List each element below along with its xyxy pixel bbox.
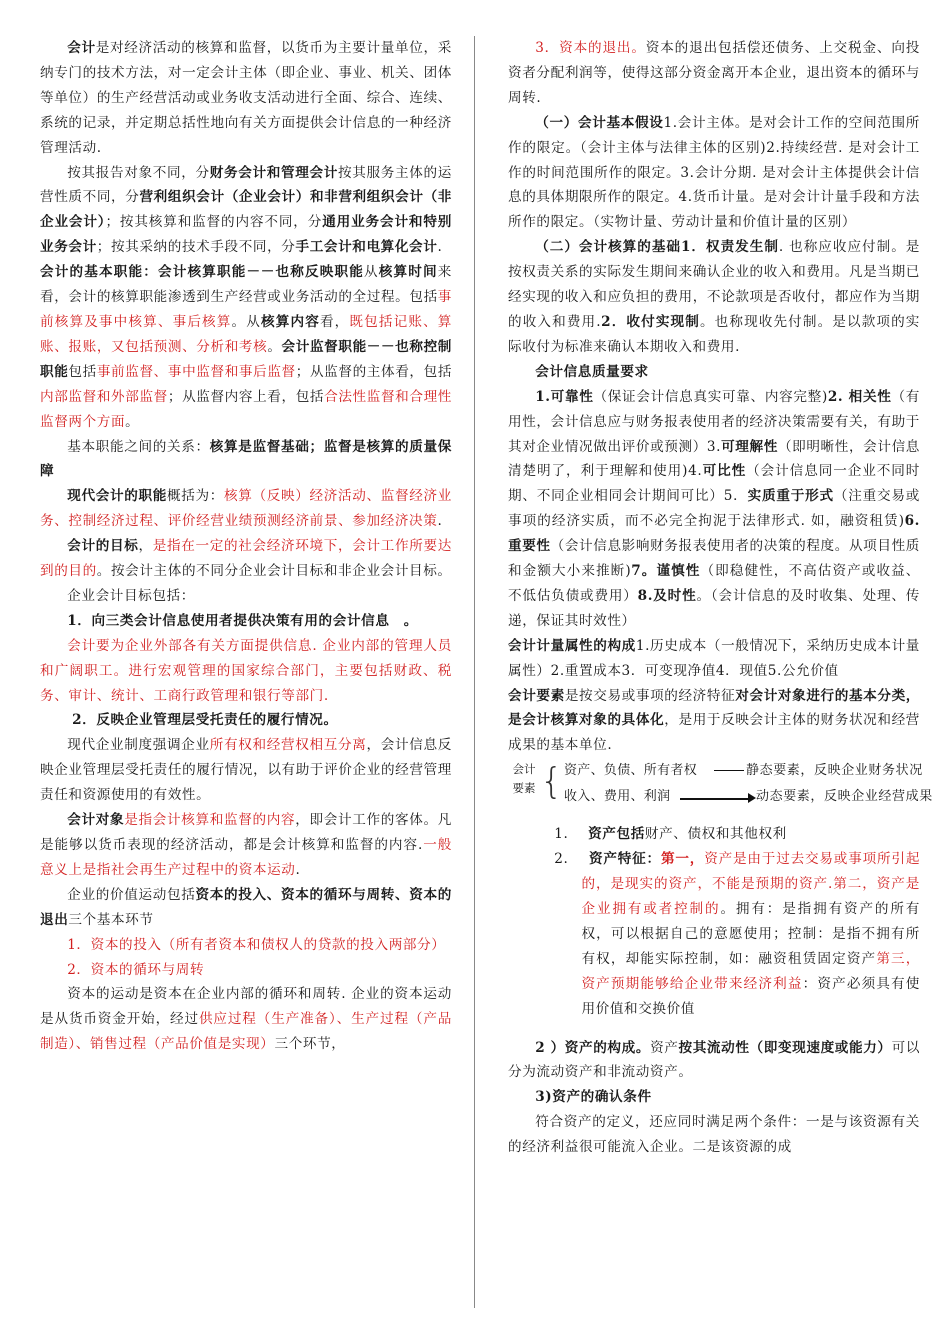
term: 会计对象 xyxy=(67,812,125,829)
paragraph-capital-exit xyxy=(508,36,920,111)
item-asset-features xyxy=(508,847,920,1021)
text: 。从 xyxy=(231,313,261,330)
text: 按其报告对象不同，分 xyxy=(67,164,210,181)
text: 资本的运动是资本在企业内部的循环和周转. 企业的资本运动是从货币资金开始，经过 xyxy=(40,986,452,1028)
text: 包括 xyxy=(68,363,97,380)
text: 是按交易或事项的经济特征 xyxy=(564,687,736,704)
term: 核算时间 xyxy=(378,264,438,281)
paragraph-basic-assumptions xyxy=(508,111,920,236)
paragraph-goal-2-detail xyxy=(40,733,452,808)
text: ；按其核算和监督的内容不同，分 xyxy=(105,214,323,231)
term: 2．反映企业管理层受托责任的履行情况。 xyxy=(72,712,338,729)
term: 会计的基本职能：会计核算职能－－也称反映职能 xyxy=(40,264,365,281)
term: 资本的投入、资本的循环与周转、资本的退出 xyxy=(40,886,452,928)
item-capital-input: 1．资本的投入（所有者资本和债权人的贷款的投入两部分） xyxy=(67,936,446,953)
term: 3)资产的确认条件 xyxy=(535,1089,652,1106)
text: 。 xyxy=(125,413,140,430)
text: . 也称应收应付制。是按权责关系的实际发生期间来确认企业的收入和费用。凡是当期已经实现的收入和应负担的费用，不论款项是否收付，都应作为当期的收入和费用. xyxy=(508,239,920,330)
text: 。（会计信息的及时收集、处理、传递，保证其时效性） xyxy=(508,587,920,629)
text: 资产 xyxy=(650,1039,679,1056)
column-divider xyxy=(474,36,475,1308)
arrow-right-icon xyxy=(680,798,752,800)
text: 资本的退出包括偿还债务、上交税金、向投资者分配利润等，使得这部分资金离开本企业，退出资本的循环与周转. xyxy=(508,40,920,106)
text: 1.会计主体。是对会计工作的空间范围所作的限定。（会计主体与法律主体的区别)2.持续经营. 是对会计工作的时间范围所作的限定。3.会计分期. 是对会计主体提供会计信息的具体期限所作的限定。4.货币计量。是对会计计量手段和方法所作的限定。（实物计量、劳动计量和价值计量的区别） xyxy=(508,114,920,231)
text: ，会计信息反映企业管理层受托责任的履行情况，以有助于评价企业的经营管理责任和资源使用的有效性。 xyxy=(40,737,452,804)
text: 。 xyxy=(267,338,282,355)
paragraph-accounting-definition xyxy=(40,36,452,161)
term: （二）会计核算的基础1．权责发生制 xyxy=(535,239,779,256)
diagram-label: 会计要素 xyxy=(512,762,536,796)
text: 来看，会计的核算职能渗透到生产经营或业务活动的全过程。包括 xyxy=(40,264,452,306)
term: 会计要素 xyxy=(508,687,565,704)
paragraph-accounting-goal xyxy=(40,534,452,584)
term-accounting: 会计 xyxy=(67,40,96,56)
text: （即稳健性，不高估资产或收益、不低估负债或费用） xyxy=(508,563,920,604)
highlight: 所有权和经营权相互分离 xyxy=(209,737,367,754)
heading-goal-2 xyxy=(40,708,452,733)
highlight: 既包括记账、算账、报账，又包括预测、分析和考核 xyxy=(40,313,452,355)
text: . xyxy=(295,861,301,878)
item-capital-cycle: 2．资本的循环与周转 xyxy=(67,961,205,978)
text: 财产、债权和其他权利 xyxy=(644,826,787,843)
text: 2. xyxy=(554,851,569,868)
brace-icon: { xyxy=(540,761,564,803)
paragraph-accounting-basis xyxy=(508,235,920,360)
text: （注重交易或事项的经济实质，而不必完全拘泥于法律形式. 如，融资租赁) xyxy=(508,488,920,530)
term: 对会计对象进行的基本分类，是会计核算对象的具体化 xyxy=(508,687,920,729)
text: 从 xyxy=(364,264,379,281)
text: ，是用于反映会计主体的财务状况和经营成果的基本单位. xyxy=(508,712,920,754)
term: 通用业务会计和特别业务会计 xyxy=(40,214,452,256)
highlight: 第三，资产预期能够给企业带来经济利益 xyxy=(581,950,920,992)
item-assets-include xyxy=(508,822,920,847)
highlight: 内部监督和外部监督 xyxy=(40,388,168,405)
text: ：资产必须具有使用价值和交换价值 xyxy=(581,975,920,1017)
paragraph-modern-functions xyxy=(40,484,452,534)
term: 2 ）资产的构成。 xyxy=(535,1039,651,1056)
text: 可以分为流动资产和非流动资产。 xyxy=(508,1039,921,1081)
text: （会计信息影响财务报表使用者的决策的程度。从项目性质和金额大小来推断) xyxy=(508,538,920,580)
diagram-dynamic-desc: 动态要素，反映企业经营成果 xyxy=(756,789,933,805)
text: 看， xyxy=(319,313,350,330)
elements-diagram xyxy=(508,760,933,814)
term: 现代会计的职能 xyxy=(67,488,167,505)
text: 三个环节， xyxy=(274,1036,346,1053)
diagram-dynamic-items: 收入、费用、利润 xyxy=(564,789,671,805)
text: （保证会计信息真实可靠、内容完整) xyxy=(593,388,828,405)
term: 可理解性 xyxy=(721,438,778,455)
term: 1．向三类会计信息使用者提供决策有用的会计信息 。 xyxy=(67,612,418,629)
text: 三个基本环节 xyxy=(68,911,154,928)
text: 。按会计主体的不同分企业会计目标和非企业会计目标。 xyxy=(96,563,452,580)
paragraph-value-movement xyxy=(40,883,452,933)
term: 资产包括 xyxy=(588,826,645,843)
diagram-static-desc: 静态要素，反映企业财务状况 xyxy=(746,763,923,779)
term: 6.重要性 xyxy=(508,513,920,555)
paragraph-basic-functions xyxy=(40,260,452,434)
highlight: 核算（反映）经济活动、监督经济业务、控制经济过程、评价经营业绩预测经济前景、参加经济决策 xyxy=(40,488,452,530)
text: . xyxy=(437,239,443,256)
paragraph-enterprise-goals: 企业会计目标包括： xyxy=(67,587,195,604)
heading-quality-requirements xyxy=(508,360,920,385)
term: 核算是监督基础；监督是核算的质量保障 xyxy=(40,438,452,480)
highlight: 供应过程（生产准备）、生产过程（产品制造）、销售过程（产品价值是实现） xyxy=(40,1011,452,1053)
text: ， xyxy=(138,538,153,555)
highlight: 是指会计核算和监督的内容 xyxy=(124,812,296,829)
term: 会计信息质量要求 xyxy=(535,363,649,380)
paragraph-asset-composition xyxy=(508,1036,920,1086)
text: （会计信息同一企业不同时期、不同企业相同会计期间可比）5． xyxy=(508,463,920,505)
text: 1.历史成本（一般情况下，采纳历史成本计量属性）2.重置成本3．可变现净值4．现值5.公允价值 xyxy=(508,637,920,679)
term: 手工会计和电算化会计 xyxy=(295,239,438,256)
text: ；从监督内容上看，包括 xyxy=(167,388,325,405)
paragraph-quality-list xyxy=(508,385,920,634)
text: 。也称现收先付制。是以款项的实际收付为标准来确认本期收入和费用. xyxy=(508,313,920,355)
text: 。拥有：是指拥有资产的所有权，可以根据自己的意愿使用；控制：是指不拥有所有权，却能实际控制，如：融资租赁固定资产 xyxy=(581,901,920,967)
highlight: 第一， xyxy=(660,851,705,868)
text: （即明晰性，会计信息清楚明了，利于理解和使用)4. xyxy=(508,438,920,480)
paragraph-capital-cycle-detail xyxy=(40,982,452,1057)
text: 企业的价值运动包括 xyxy=(67,886,196,903)
text: 按其服务主体的运营性质不同，分 xyxy=(40,164,453,206)
text: 是对经济活动的核算和监督，以货币为主要计量单位，采纳专门的技术方法，对一定会计主体（即企业、事业、机关、团体等单位）的生产经营活动或业务收支活动进行全面、综合、连续、系统的记录，并定期总括性地向有关方面提供会计信息的一种经济管理活动. xyxy=(40,40,453,156)
term: 按其流动性（即变现速度或能力） xyxy=(678,1039,892,1056)
highlight: 资产是由于过去交易或事项所引起的，是现实的资产，不能是预期的资产. xyxy=(581,851,921,893)
term: 资产特征： xyxy=(588,851,661,868)
spacer xyxy=(508,1022,920,1036)
term: （一）会计基本假设 xyxy=(535,114,664,131)
text: . xyxy=(437,513,443,530)
text: 概括为： xyxy=(166,488,224,505)
text: 基本职能之间的关系： xyxy=(67,438,210,455)
highlight: 3．资本的退出。 xyxy=(535,40,646,56)
heading-asset-recognition xyxy=(508,1085,920,1110)
text: ，即会计工作的客体。凡是能够以货币表现的经济活动，都是会计核算和监督的内容. xyxy=(40,812,452,853)
text: ；从监督的主体看，包括 xyxy=(295,363,453,380)
left-column xyxy=(40,36,452,1057)
term: 营利组织会计（企业会计）和非营利组织会计（非企业会计） xyxy=(40,189,452,231)
static-connector-line xyxy=(714,770,744,771)
diagram-static-items: 资产、负债、所有者权 xyxy=(564,763,698,779)
term: 会计计量属性的构成 xyxy=(508,637,636,654)
text: 现代企业制度强调企业 xyxy=(67,737,210,754)
paragraph-accounting-classification xyxy=(40,161,452,261)
term: 会计的目标 xyxy=(67,538,139,555)
paragraph-asset-recognition: 符合资产的定义，还应同时满足两个条件：一是与该资源有关的经济利益很可能流入企业。二是该资源的成 xyxy=(508,1114,920,1156)
highlight: 一般意义上是指社会再生产过程中的资本运动 xyxy=(40,837,452,878)
highlight: 事前监督、事中监督和事后监督 xyxy=(96,363,296,380)
term: 核算内容 xyxy=(261,313,320,330)
highlight: 合法性监督和合理性监督两个方面 xyxy=(40,388,452,430)
term: 会计监督职能－－也称控制职能 xyxy=(40,338,452,380)
text: 1. xyxy=(554,826,569,843)
right-column xyxy=(508,36,933,1160)
term: 可比性 xyxy=(702,463,747,480)
highlight: 是指在一定的社会经济环境下，会计工作所要达到的目的 xyxy=(40,538,453,580)
heading-goal-1 xyxy=(40,609,452,634)
arrow-head-icon xyxy=(748,793,756,803)
term: 财务会计和管理会计 xyxy=(209,164,339,181)
paragraph-accounting-elements xyxy=(508,684,920,759)
term: 2. 相关性 xyxy=(827,388,892,405)
term: 实质重于形式 xyxy=(747,488,834,505)
paragraph-accounting-object xyxy=(40,808,452,883)
paragraph-function-relation xyxy=(40,435,452,485)
highlight: 事前核算及事中核算、事后核算 xyxy=(40,289,452,330)
term: 2．收付实现制 xyxy=(601,313,700,330)
term: 8.及时性 xyxy=(637,587,697,604)
highlight: 第二，资产是企业拥有或者控制的 xyxy=(581,876,920,917)
text: （有用性，会计信息应与财务报表使用者的经济决策需要有关，有助于其对企业情况做出评价或预测）3. xyxy=(508,388,920,455)
term: 1.可靠性 xyxy=(535,388,594,405)
term: 7。谨慎性 xyxy=(631,563,701,580)
text: ；按其采纳的技术手段不同，分 xyxy=(96,239,296,256)
paragraph-goal-1-detail: 会计要为企业外部各有关方面提供信息. 企业内部的管理人员和广阔职工。进行宏观管理的国家综合部门，主要包括财政、税务、审计、统计、工商行政管理和银行等部门. xyxy=(40,637,452,704)
paragraph-measurement-attributes xyxy=(508,634,920,684)
